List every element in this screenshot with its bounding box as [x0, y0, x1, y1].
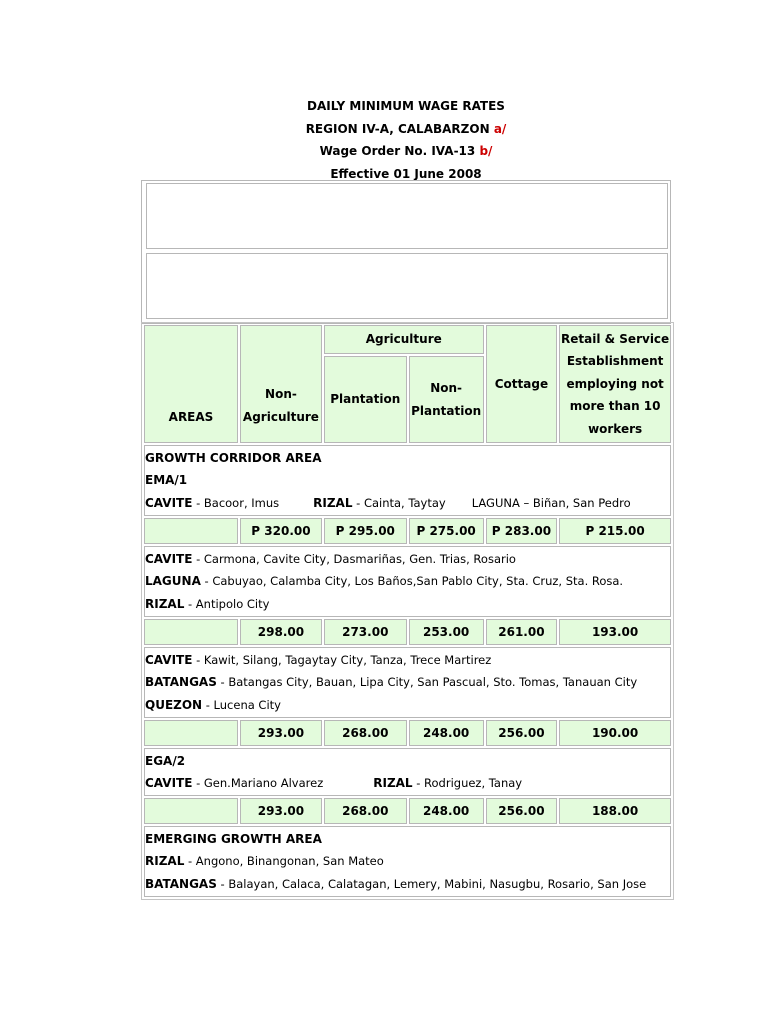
rate-cottage: P 283.00 [486, 518, 558, 544]
table-row [144, 518, 671, 544]
rate-plantation: 268.00 [324, 720, 407, 746]
footnote-a: a/ [493, 121, 507, 136]
table-row [144, 619, 671, 645]
rate-non-agriculture: P 320.00 [240, 518, 322, 544]
rate-cottage: 256.00 [486, 798, 558, 824]
col-header-plantation: Plantation [324, 356, 407, 443]
table-row [144, 748, 671, 796]
table-cell-empty [144, 619, 238, 645]
col-header-cottage: Cottage [486, 325, 558, 443]
area-description-growth-corridor: GROWTH CORRIDOR AREA EMA/1 CAVITE - Bacoor, Imus RIZAL - Cainta, Taytay LAGUNA – Biñan, San Pedro [144, 445, 671, 516]
rate-retail-service: P 215.00 [559, 518, 671, 544]
col-header-non-plantation: Non- Plantation [409, 356, 484, 443]
area-description-emerging-growth: EMERGING GROWTH AREA RIZAL - Angono, Binangonan, San Mateo BATANGAS - Balayan, Calaca, Calatagan, Lemery, Mabini, Nasugbu, Rosario, San Jose [144, 826, 671, 897]
table-row [144, 546, 671, 617]
area-description-cavite-batangas-quezon: CAVITE - Kawit, Silang, Tagaytay City, Tanza, Trece Martirez BATANGAS - Batangas City, Bauan, Lipa City, San Pascual, Sto. Tomas, Tanauan City QUEZON - Lucena City [144, 647, 671, 718]
rate-cottage: 261.00 [486, 619, 558, 645]
rate-plantation: 273.00 [324, 619, 407, 645]
area-description-ega-2: EGA/2 CAVITE - Gen.Mariano Alvarez RIZAL - Rodriguez, Tanay [144, 748, 671, 796]
rate-non-plantation: 248.00 [409, 720, 484, 746]
rate-plantation: P 295.00 [324, 518, 407, 544]
table-row [144, 647, 671, 718]
col-header-areas: AREAS [144, 325, 238, 443]
region-line: REGION IV-A, CALABARZON a/ [305, 121, 507, 136]
rate-non-agriculture: 293.00 [240, 798, 322, 824]
title-line: DAILY MINIMUM WAGE RATES [307, 99, 505, 113]
wage-rates-table [141, 322, 674, 900]
table-row [144, 826, 671, 897]
table-row [144, 720, 671, 746]
rate-non-plantation: 248.00 [409, 798, 484, 824]
rate-retail-service: 190.00 [559, 720, 671, 746]
table-cell-empty [144, 798, 238, 824]
effective-date-line: Effective 01 June 2008 [330, 166, 482, 181]
table-row [144, 798, 671, 824]
wage-order-line: Wage Order No. IVA-13 b/ [319, 144, 493, 158]
table-row [144, 445, 671, 516]
col-header-non-agriculture: Non- Agriculture [240, 325, 322, 443]
rate-plantation: 268.00 [324, 798, 407, 824]
table-cell-empty [144, 518, 238, 544]
rate-non-plantation: P 275.00 [409, 518, 484, 544]
rate-non-agriculture: 298.00 [240, 619, 322, 645]
rate-retail-service: 188.00 [559, 798, 671, 824]
blank-boxes-container [141, 180, 671, 324]
rate-retail-service: 193.00 [559, 619, 671, 645]
header-row-1 [144, 325, 671, 354]
rate-non-plantation: 253.00 [409, 619, 484, 645]
col-header-agriculture: Agriculture [324, 325, 484, 354]
document-title-block [0, 96, 768, 186]
rate-cottage: 256.00 [486, 720, 558, 746]
blank-box-top [146, 183, 668, 249]
blank-box-bottom [146, 253, 668, 319]
col-header-retail-service: Retail & Service Establishment employing not more than 10 workers [559, 325, 671, 443]
footnote-b: b/ [479, 144, 493, 158]
area-description-cavite-laguna-rizal: CAVITE - Carmona, Cavite City, Dasmariñas, Gen. Trias, Rosario LAGUNA - Cabuyao, Calamba City, Los Baños,San Pablo City, Sta. Cruz, Sta. Rosa. RIZAL - Antipolo City [144, 546, 671, 617]
table-cell-empty [144, 720, 238, 746]
rate-non-agriculture: 293.00 [240, 720, 322, 746]
